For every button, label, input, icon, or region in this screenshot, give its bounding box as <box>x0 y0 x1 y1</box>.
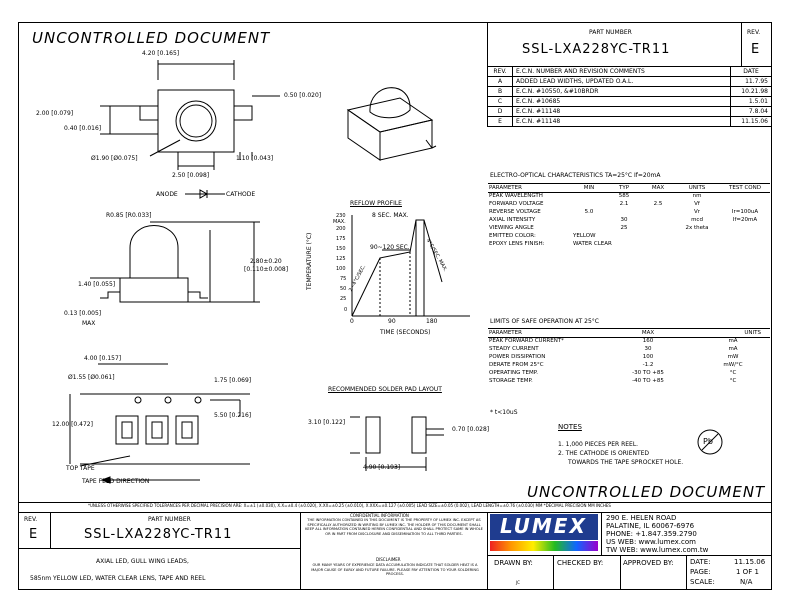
cell: REVERSE VOLTAGE <box>489 209 541 215</box>
phone: PHONE: +1.847.359.2790 <box>606 530 697 538</box>
disclaimer-title: DISCLAIMER <box>376 557 401 562</box>
cell <box>571 224 607 232</box>
footer-part: SSL-LXA228YC-TR11 <box>84 527 233 542</box>
date-cell: 1.5.01 <box>731 97 772 107</box>
table-row <box>487 216 771 224</box>
dim-seat: 1.40 [0.055] <box>78 281 116 288</box>
tolerance-note: *UNLESS OTHERWISE SPECIFIED TOLERANCES PER DECIMAL PRECISION ARE: X=±1 (±0.030), X.X=±0.4 (±0.020), X.XX=±0.25 (±0.010), X.XXX=±0.127 (±0.005) LEAD SIZE=±0.05 (0.002), LEAD LENGTH=±0.76 (±0.030) MM *DECIMAL PRECISION MM INCHES <box>88 503 611 508</box>
dim-lead-width: 0.50 [0.020] <box>284 92 322 99</box>
cell: AXIAL INTENSITY <box>489 217 536 223</box>
cell: mA <box>728 346 738 352</box>
y-tick: 150 <box>336 246 346 252</box>
dim-max: MAX <box>82 320 96 327</box>
table-row <box>488 77 772 87</box>
table-row <box>487 361 771 369</box>
cathode-label: CATHODE <box>226 191 256 198</box>
cell: POWER DISSIPATION <box>489 354 546 360</box>
cell: STORAGE TEMP. <box>489 378 533 384</box>
tape-edge: 1.75 [0.069] <box>214 377 252 384</box>
cell <box>571 216 607 224</box>
footer-part-label: PART NUMBER <box>148 516 191 523</box>
lumex-logo-text: LUMEX <box>500 514 587 538</box>
cell <box>719 224 771 232</box>
cell: PEAK WAVELENGTH <box>489 193 543 199</box>
cell: 2.5 <box>653 201 663 207</box>
tape-pocket: 5.50 [0.216] <box>214 412 252 419</box>
revision-header-row <box>488 67 772 77</box>
x-tick: 0 <box>350 318 354 325</box>
y-tick: 100 <box>336 266 346 272</box>
col-header: MAX <box>651 185 665 191</box>
table-row <box>487 353 771 361</box>
reflow-chart <box>330 210 480 325</box>
tape-sprocket: Ø1.55 [Ø0.061] <box>68 374 115 381</box>
cell: PEAK FORWARD CURRENT* <box>489 338 564 344</box>
ecn-cell: E.C.N. #11148 <box>513 117 731 127</box>
table-row <box>487 377 771 385</box>
limits-title: LIMITS OF SAFE OPERATION AT 25°C <box>490 318 599 325</box>
footer-desc-2: 585nm YELLOW LED, WATER CLEAR LENS, TAPE AND REEL <box>30 575 206 582</box>
y-tick: MAX. <box>333 219 346 225</box>
date-label: DATE: <box>690 558 711 566</box>
y-tick: 175 <box>336 236 346 242</box>
x-tick: 90 <box>388 318 396 325</box>
footer-rule-mid-right <box>487 555 772 556</box>
cell <box>571 192 607 200</box>
date-cell: 11.7.95 <box>731 77 772 87</box>
col-header: MAX <box>641 330 655 336</box>
cell <box>641 192 675 200</box>
footer-rev: E <box>29 527 38 542</box>
cell: If=20mA <box>732 217 758 223</box>
col-header: PARAMETER <box>489 330 522 336</box>
note-3: TOWARDS THE TAPE SPROCKET HOLE. <box>568 459 684 466</box>
title-divider <box>487 22 488 67</box>
table-row <box>487 208 771 216</box>
y-tick: 75 <box>340 276 347 282</box>
uncontrolled-title-top: UNCONTROLLED DOCUMENT <box>32 29 271 47</box>
table-row <box>488 97 772 107</box>
col-header: UNITS <box>744 330 761 336</box>
isometric-view <box>340 70 450 170</box>
y-tick: 25 <box>340 296 347 302</box>
table-row <box>487 369 771 377</box>
uncontrolled-title-bottom: UNCONTROLLED DOCUMENT <box>527 483 766 501</box>
date-cell: 11.15.06 <box>731 117 772 127</box>
scale: N/A <box>740 578 753 586</box>
checked-by-label: CHECKED BY: <box>557 559 604 567</box>
footer-div-2 <box>300 512 301 590</box>
cell: Vf <box>694 201 700 207</box>
cell: VIEWING ANGLE <box>489 225 534 231</box>
footer-div-3 <box>487 512 488 590</box>
col-header: TYP <box>618 185 630 191</box>
electro-title: ELECTRO-OPTICAL CHARACTERISTICS TA=25°C If=20mA <box>490 172 661 179</box>
cell: EMITTED COLOR: <box>489 233 536 239</box>
cell <box>719 200 771 208</box>
cell: OPERATING TEMP. <box>489 370 538 376</box>
address-line-1: 290 E. HELEN ROAD <box>606 514 677 522</box>
reflow-annotation-soak: 90~120 SEC. <box>370 244 410 251</box>
reflow-annotation-ramp: 2~4°C/SEC. <box>348 263 368 293</box>
page-label: PAGE: <box>690 568 711 576</box>
notes-title: NOTES <box>558 423 582 431</box>
cell: mW <box>727 354 739 360</box>
limits-footnote: * t<10uS <box>490 409 518 416</box>
rev-col-header: REV. <box>488 67 513 77</box>
tape-pitch: 4.00 [0.157] <box>84 355 122 362</box>
date-cell: 7.8.04 <box>731 107 772 117</box>
dim-lead-thick: 0.40 [0.016] <box>64 125 102 132</box>
table-row <box>487 224 771 232</box>
address-line-2: PALATINE, IL 60067-6976 <box>606 522 695 530</box>
rev-divider <box>741 22 742 67</box>
x-tick: 180 <box>426 318 438 325</box>
cell: FORWARD VOLTAGE <box>489 201 544 207</box>
ecn-cell: E.C.N. #10550, &#10BRDR <box>513 87 731 97</box>
table-row <box>487 192 771 200</box>
cell: EPOXY LENS FINISH: <box>489 241 545 247</box>
col-header: PARAMETER <box>489 185 522 191</box>
limits-table <box>487 329 771 385</box>
electro-header-row <box>487 184 771 192</box>
us-web: US WEB: www.lumex.com <box>606 538 696 546</box>
table-row <box>487 337 771 345</box>
rev-cell: E <box>488 117 513 127</box>
cell: °C <box>729 378 737 384</box>
top-tape-label: TOP TAPE <box>66 465 95 472</box>
approved-by-label: APPROVED BY: <box>623 559 674 567</box>
cell: 160 <box>642 338 654 344</box>
y-tick: 125 <box>336 256 346 262</box>
part-number-label: PART NUMBER <box>589 29 632 36</box>
dim-height: 2.80±0.20 <box>250 258 282 265</box>
cell <box>641 216 675 224</box>
dim-lens-dia: Ø1.90 [Ø0.075] <box>91 155 138 162</box>
rev-value: E <box>751 42 760 57</box>
footer-rule-mid-left <box>18 548 300 549</box>
dim-lead-length: 1.10 [0.043] <box>236 155 274 162</box>
cell: 2x theta <box>685 225 709 231</box>
electro-table <box>487 184 771 248</box>
dim-lead-span: 2.00 [0.079] <box>36 110 74 117</box>
col-header: MIN <box>583 185 595 191</box>
cell: 100 <box>642 354 654 360</box>
col-header: UNITS <box>688 185 706 191</box>
confidential-text: THE INFORMATION CONTAINED IN THIS DOCUMENT IS THE PROPERTY OF LUMEX INC. EXCEPT AS SPECIFICALLY AUTHORIZED IN WRITING BY LUMEX INC. THE HOLDER OF THIS DOCUMENT SHALL KEEP ALL INFORMATION CONTAINED HEREIN CONFIDENTIAL AND SHALL PROTECT SAME IN WHOLE OR IN PART FROM DISCLOSURE AND DISSEMINATION TO ALL THIRD PARTIES. <box>305 518 483 536</box>
cell: °C <box>729 370 737 376</box>
dim-height-inch: [0.110±0.008] <box>244 266 289 273</box>
footer-div-7 <box>686 555 687 590</box>
cell <box>607 208 641 216</box>
cell: YELLOW <box>573 233 596 239</box>
cell: mcd <box>691 217 703 223</box>
date: 11.15.06 <box>734 558 766 566</box>
cell <box>641 208 675 216</box>
note-2: 2. THE CATHODE IS ORIENTED <box>558 450 650 457</box>
limits-header-row <box>487 329 771 337</box>
y-tick: 0 <box>344 307 348 313</box>
cell <box>719 192 771 200</box>
drawn-by-label: DRAWN BY: <box>494 559 533 567</box>
note-1: 1. 1,000 PIECES PER REEL. <box>558 441 639 448</box>
footer-div-4 <box>601 512 602 555</box>
col-header: TEST COND <box>729 185 761 191</box>
cell: 5.0 <box>584 209 594 215</box>
reflow-title: REFLOW PROFILE <box>350 200 402 207</box>
table-row <box>487 345 771 353</box>
dim-width: 4.20 [0.165] <box>142 50 180 57</box>
rev-cell: D <box>488 107 513 117</box>
cell: 585 <box>618 193 630 199</box>
table-row <box>487 240 771 248</box>
reflow-ylabel: TEMPERATURE (°C) <box>306 232 313 290</box>
y-tick: 230 <box>336 213 346 219</box>
dim-body: 2.50 [0.098] <box>172 172 210 179</box>
reflow-annotation-peak: 8 SEC. MAX. <box>372 212 409 219</box>
page: 1 OF 1 <box>736 568 759 576</box>
tape-width: 12.00 [0.472] <box>52 421 93 428</box>
cell: -1.2 <box>642 362 654 368</box>
dim-standoff: 0.13 [0.005] <box>64 310 102 317</box>
rev-cell: C <box>488 97 513 107</box>
cell: -30 TO +85 <box>632 370 664 376</box>
cell: mW/°C <box>723 362 743 368</box>
table-row <box>488 87 772 97</box>
table-row <box>488 117 772 127</box>
cell: nm <box>692 193 702 199</box>
ecn-col-header: E.C.N. NUMBER AND REVISION COMMENTS <box>513 67 731 77</box>
date-cell: 10.21.98 <box>731 87 772 97</box>
lumex-spectrum-bar <box>490 541 598 551</box>
cell <box>571 200 607 208</box>
footer-div-1 <box>50 512 51 548</box>
y-tick: 50 <box>340 286 347 292</box>
cell: Vr <box>693 209 701 215</box>
cell: 30 <box>644 346 652 352</box>
ecn-cell: E.C.N. #10685 <box>513 97 731 107</box>
footer-div-6 <box>620 555 621 590</box>
cell: 30 <box>620 217 628 223</box>
cell: mA <box>728 338 738 344</box>
reflow-xlabel: TIME (SECONDS) <box>380 329 431 336</box>
cell: WATER CLEAR <box>573 241 612 247</box>
anode-label: ANODE <box>156 191 178 198</box>
diode-symbol-icon <box>185 189 225 199</box>
drawn-by: JC <box>516 580 520 585</box>
cell: -40 TO +85 <box>632 378 664 384</box>
rev-cell: A <box>488 77 513 87</box>
ecn-cell: ADDED LEAD WIDTHS, UPDATED O.A.L. <box>513 77 731 87</box>
dim-radius: R0.85 [R0.033] <box>106 212 152 219</box>
disclaimer-text: OUR MANY YEARS OF EXPERIENCE DATA ACCUMULATION INDICATE THAT SOLDER HEAT IS A MAJOR CAUSE OF EARLY AND FUTURE FAILURE. PLEASE PAY ATTENTION TO YOUR SOLDERING PROCESS. <box>311 563 479 576</box>
pb-label: Pb <box>703 437 713 446</box>
footer-rev-label: REV. <box>24 516 38 523</box>
cell: Ir=100uA <box>731 209 759 215</box>
rev-cell: B <box>488 87 513 97</box>
table-row <box>487 232 771 240</box>
ecn-cell: E.C.N. #11148 <box>513 107 731 117</box>
cell: 25 <box>620 225 628 231</box>
tw-web: TW WEB: www.lumex.com.tw <box>606 546 709 554</box>
cell: DERATE FROM 25°C <box>489 362 544 368</box>
table-row <box>487 200 771 208</box>
y-tick: 200 <box>336 226 346 232</box>
pad-title: RECOMMENDED SOLDER PAD LAYOUT <box>328 386 442 393</box>
reflow-annotation-cool: 4°C/SEC. MAX. <box>424 238 449 273</box>
cell <box>641 224 675 232</box>
pad-height: 3.10 [0.122] <box>308 419 346 426</box>
scale-label: SCALE: <box>690 578 715 586</box>
pad-span: 4.90 [0.193] <box>363 464 401 471</box>
table-row <box>488 107 772 117</box>
part-number: SSL-LXA228YC-TR11 <box>522 42 671 57</box>
confidential-title: CONFIDENTIAL INFORMATION <box>350 513 409 518</box>
rev-label: REV. <box>747 29 761 36</box>
pad-width: 0.70 [0.028] <box>452 426 490 433</box>
date-col-header: DATE <box>731 67 772 77</box>
revision-table <box>487 66 772 127</box>
cell: 2.1 <box>619 201 629 207</box>
tape-feed-label: TAPE FEED DIRECTION <box>82 478 150 485</box>
footer-div-5 <box>553 555 554 590</box>
cell: STEADY CURRENT <box>489 346 539 352</box>
footer-desc-1: AXIAL LED, GULL WING LEADS, <box>96 558 189 565</box>
